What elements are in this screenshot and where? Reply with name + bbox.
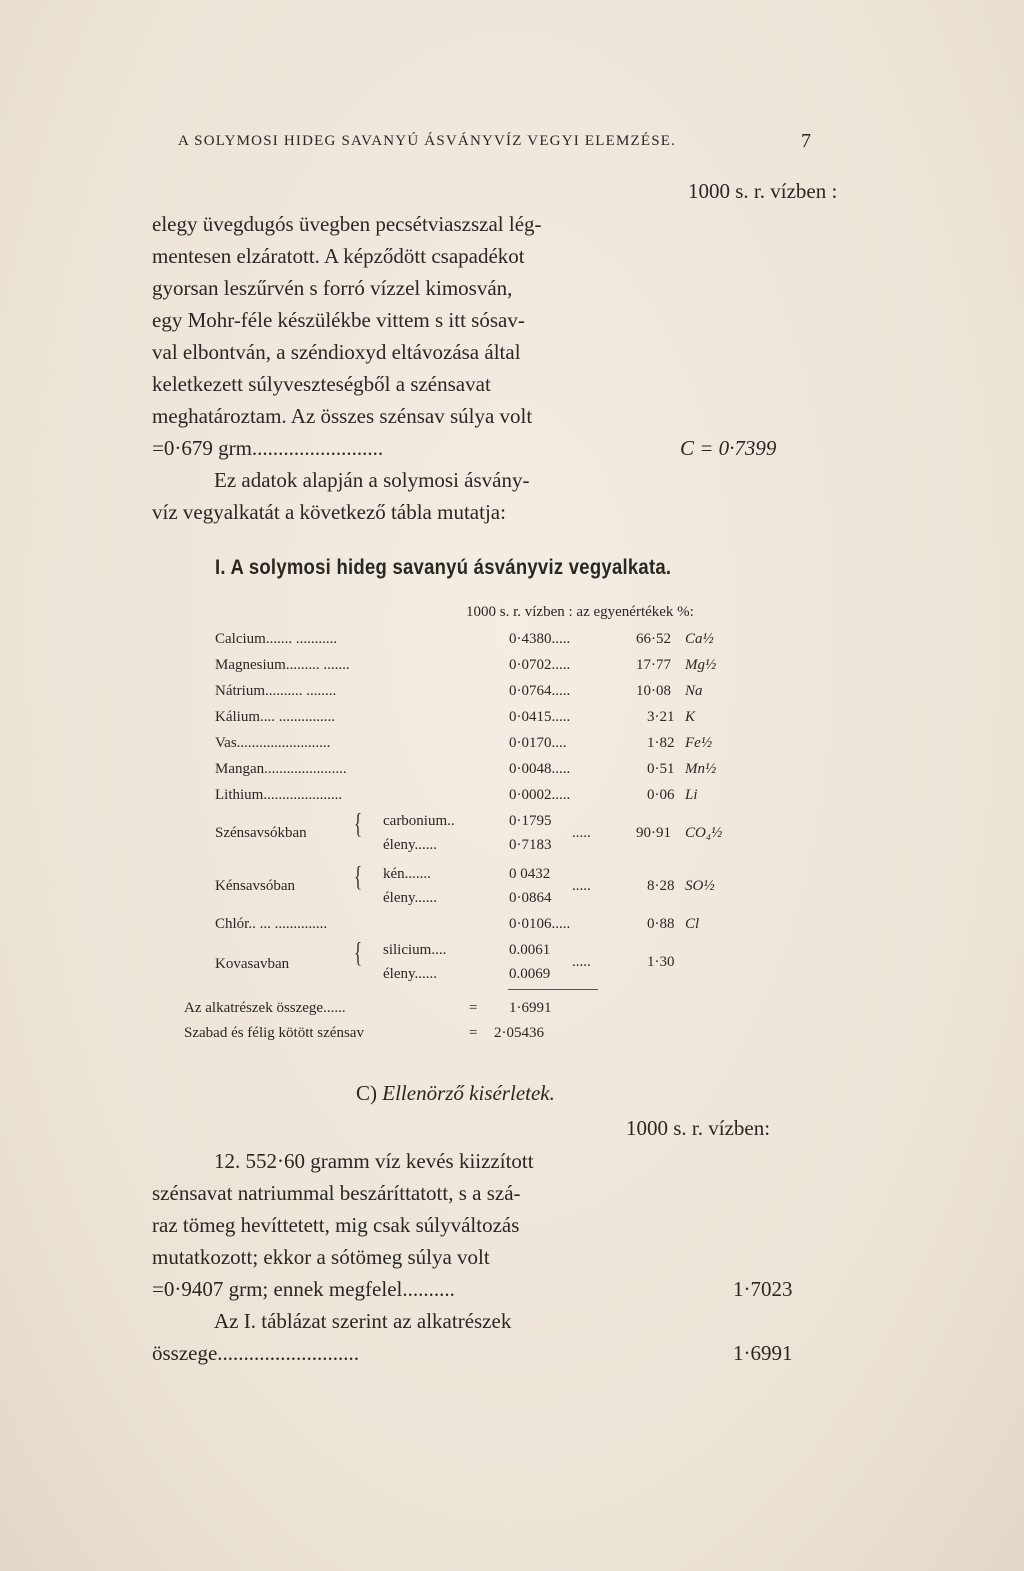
- text-line: Ez adatok alapján a solymosi ásvány-: [214, 468, 530, 492]
- leader-dots: .....: [572, 954, 591, 970]
- chemical-symbol: Ca½: [685, 631, 714, 647]
- element-value: 0·0170....: [509, 735, 567, 751]
- text-line: gyorsan leszűrvén s forró vízzel kimosván,: [152, 276, 513, 300]
- sub-value: 0·0864: [509, 890, 552, 906]
- result-value: 1·7023: [733, 1277, 793, 1301]
- chemical-symbol: K: [685, 709, 696, 725]
- section-letter: C): [356, 1081, 377, 1105]
- text-line: meghatároztam. Az összes szénsav súlya volt: [152, 404, 533, 428]
- text-line: mutatkozott; ekkor a sótömeg súlya volt: [152, 1245, 490, 1269]
- sum-value: 1·6991: [509, 1000, 552, 1016]
- text-line: összege...........................: [152, 1341, 360, 1365]
- element-name: Mangan......................: [215, 761, 347, 777]
- section-heading: [356, 1077, 555, 1109]
- element-value: 0·0415.....: [509, 709, 571, 725]
- sub-value: 0·7183: [509, 837, 552, 853]
- equivalent-value: 66·52: [636, 631, 671, 647]
- chemical-symbol: Cl: [685, 916, 700, 932]
- equivalent-value: 0·51: [647, 761, 675, 777]
- sub-value: 0.0069: [509, 966, 551, 982]
- equivalent-value: 17·77: [636, 657, 671, 673]
- leader-dots: .....: [572, 825, 591, 841]
- text-line: val elbontván, a széndioxyd eltávozása által: [152, 340, 521, 364]
- element-value: 0·0702.....: [509, 657, 571, 673]
- chemical-symbol: SO½: [685, 878, 715, 894]
- element-value: 0·0048.....: [509, 761, 571, 777]
- element-name: Kálium.... ...............: [215, 709, 335, 725]
- sub-name: éleny......: [383, 837, 438, 853]
- equivalent-value: 0·06: [647, 787, 675, 803]
- sum-value: 2·05436: [494, 1025, 544, 1041]
- equivalent-value: 90·91: [636, 825, 671, 841]
- equals-sign: =: [469, 1000, 478, 1016]
- leader-dots: .....: [572, 878, 591, 894]
- sub-name: kén.......: [383, 866, 431, 882]
- column-header-top: 1000 s. r. vízben :: [688, 179, 838, 203]
- element-value: 0·0764.....: [509, 683, 571, 699]
- group-name: Kénsavsóban: [215, 878, 295, 894]
- sum-label: Az alkatrészek összege......: [184, 1000, 346, 1016]
- running-title: A SOLYMOSI HIDEG SAVANYÚ ÁSVÁNYVÍZ VEGYI ELEMZÉSE.: [178, 133, 677, 149]
- element-name: Nátrium.......... ........: [215, 683, 337, 699]
- text-line: keletkezett súlyveszteségből a szénsavat: [152, 372, 491, 396]
- table-title: I. A solymosi hideg savanyú ásványviz vegyalkata.: [215, 556, 672, 579]
- equivalent-value: 1·30: [647, 954, 675, 970]
- brace-icon: {: [354, 862, 363, 893]
- text-line: mentesen elzáratott. A képződött csapadékot: [152, 244, 525, 268]
- chemical-symbol: Fe½: [685, 735, 713, 751]
- element-name: Calcium....... ...........: [215, 631, 338, 647]
- text-line: Az I. táblázat szerint az alkatrészek: [214, 1309, 512, 1333]
- element-value: 0·0002.....: [509, 787, 571, 803]
- group-name: Kovasavban: [215, 956, 290, 972]
- result-value: C = 0·7399: [680, 436, 777, 460]
- element-name: Chlór.. ... ..............: [215, 916, 328, 932]
- chemical-symbol: Mn½: [685, 761, 717, 777]
- equivalent-value: 0·88: [647, 916, 675, 932]
- sub-value: 0.0061: [509, 942, 551, 958]
- sub-name: silicium....: [383, 942, 447, 958]
- sub-name: éleny......: [383, 966, 438, 982]
- section-title: Ellenörző kisérletek.: [382, 1081, 555, 1105]
- sub-value: 0·1795: [509, 813, 552, 829]
- brace-icon: {: [354, 809, 363, 840]
- text-line: 12. 552·60 gramm víz kevés kiizzított: [214, 1149, 534, 1173]
- sub-name: éleny......: [383, 890, 438, 906]
- text-line: raz tömeg hevíttetett, mig csak súlyváltozás: [152, 1213, 520, 1237]
- text-line: egy Mohr-féle készülékbe vittem s itt sósav-: [152, 308, 525, 332]
- sub-value: 0 0432: [509, 866, 551, 882]
- element-name: Lithium.....................: [215, 787, 343, 803]
- column-header-bottom: 1000 s. r. vízben:: [626, 1116, 771, 1140]
- table-column-header: 1000 s. r. vízben : az egyenértékek %:: [466, 604, 694, 620]
- text-line: =0·679 grm.........................: [152, 436, 384, 460]
- brace-icon: {: [354, 938, 363, 969]
- element-name: Magnesium......... .......: [215, 657, 350, 673]
- sub-name: carbonium..: [383, 813, 455, 829]
- page-number: 7: [801, 130, 811, 152]
- text-line: víz vegyalkatát a következő tábla mutatja:: [152, 500, 506, 524]
- chemical-symbol: Li: [685, 787, 698, 803]
- equivalent-value: 3·21: [647, 709, 675, 725]
- equivalent-value: 10·08: [636, 683, 671, 699]
- chemical-symbol: CO₄½: [685, 825, 723, 841]
- element-value: 0·4380.....: [509, 631, 571, 647]
- equivalent-value: 1·82: [647, 735, 675, 751]
- sum-label: Szabad és félig kötött szénsav: [184, 1025, 364, 1041]
- text-line: szénsavat natriummal beszáríttatott, s a szá-: [152, 1181, 521, 1205]
- result-value: 1·6991: [733, 1341, 793, 1365]
- equivalent-value: 8·28: [647, 878, 675, 894]
- chemical-symbol: Mg½: [685, 657, 717, 673]
- element-name: Vas.........................: [215, 735, 331, 751]
- equals-sign: =: [469, 1025, 478, 1041]
- group-name: Szénsavsókban: [215, 825, 307, 841]
- element-value: 0·0106.....: [509, 916, 571, 932]
- text-line: =0·9407 grm; ennek megfelel..........: [152, 1277, 455, 1301]
- text-line: elegy üvegdugós üvegben pecsétviaszszal lég-: [152, 212, 542, 236]
- chemical-symbol: Na: [685, 683, 703, 699]
- sum-rule: [508, 989, 598, 990]
